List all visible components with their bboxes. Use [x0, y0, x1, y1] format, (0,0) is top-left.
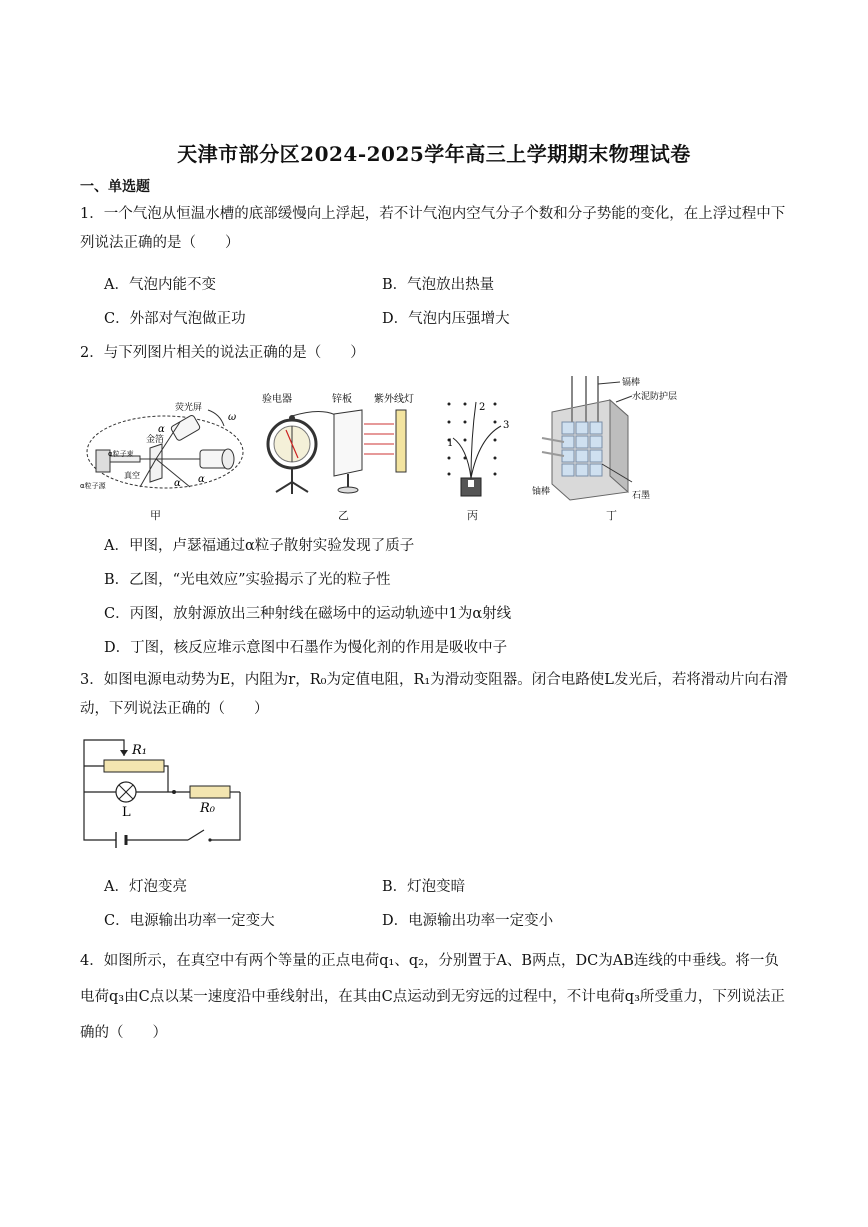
- label-cadmium-rod: 镉棒: [622, 378, 641, 388]
- label-alpha-1: α: [158, 424, 165, 435]
- q2-option-a: A．甲图，卢瑟福通过α粒子散射实验发现了质子: [104, 538, 415, 554]
- caption-bing: 丙: [467, 509, 478, 522]
- q2-option-d: D．丁图，核反应堆示意图中石墨作为慢化剂的作用是吸收中子: [104, 640, 508, 656]
- radiation-tracks-figure: [445, 398, 515, 500]
- page-title: 天津市部分区2024-2025学年高三上学期期末物理试卷: [177, 142, 691, 166]
- label-uranium-rod: 铀棒: [532, 487, 551, 497]
- q1-option-c: C．外部对气泡做正功: [104, 311, 246, 327]
- q3-option-a: A．灯泡变亮: [104, 879, 187, 895]
- question-2-stem: 2．与下列图片相关的说法正确的是（ ）: [80, 345, 365, 361]
- label-omega: ω: [228, 412, 237, 423]
- q2-option-c: C．丙图，放射源放出三种射线在磁场中的运动轨迹中1为α射线: [104, 606, 512, 622]
- photoelectric-figure: [262, 392, 432, 497]
- label-r0: R₀: [200, 801, 215, 816]
- label-screen: 荧光屏: [175, 403, 203, 413]
- label-uv-lamp: 紫外线灯: [374, 394, 414, 405]
- q1-option-a: A．气泡内能不变: [104, 277, 216, 293]
- label-alpha-2: α: [174, 478, 181, 489]
- q3-option-c: C．电源输出功率一定变大: [104, 913, 275, 929]
- label-r1: R₁: [132, 743, 147, 758]
- track-label-1: 1: [447, 438, 454, 449]
- section-heading: 一、单选题: [80, 179, 150, 195]
- question-1-stem: 1．一个气泡从恒温水槽的底部缓慢向上浮起，若不计气泡内空气分子个数和分子势能的变化，在上浮过程中下列说法正确的是（ ）: [80, 206, 786, 251]
- q1-option-b: B．气泡放出热量: [382, 277, 495, 293]
- label-gold-foil: 金箔: [146, 435, 165, 445]
- alpha-scattering-figure: [80, 392, 250, 500]
- caption-jia: 甲: [150, 509, 161, 522]
- nuclear-reactor-figure: [532, 372, 702, 502]
- q3-option-b: B．灯泡变暗: [382, 879, 466, 895]
- label-electroscope: 验电器: [262, 394, 292, 405]
- label-zinc-plate: 锌板: [332, 394, 352, 405]
- question-3-stem: 3．如图电源电动势为E，内阻为r，R₀为定值电阻，R₁为滑动变阻器。闭合电路使L发光后，若将滑动片向右滑动，下列说法正确的（ ）: [80, 672, 788, 717]
- q2-option-b: B．乙图，“光电效应”实验揭示了光的粒子性: [104, 572, 391, 588]
- q1-option-d: D．气泡内压强增大: [382, 311, 510, 327]
- question-4-stem: 4．如图所示，在真空中有两个等量的正点电荷q₁、q₂，分别置于A、B两点，DC为AB连线的中垂线。将一负电荷q₃由C点以某一速度沿中垂线射出，在其由C点运动到无穷远的过程中，不计电荷q₃所受重力，下列说法正确的（ ）: [80, 953, 785, 1041]
- track-label-3: 3: [503, 420, 510, 431]
- label-concrete-shield: 水泥防护层: [632, 392, 678, 402]
- q3-option-d: D．电源输出功率一定变小: [382, 913, 554, 929]
- label-alpha-beam: α粒子束: [108, 450, 134, 458]
- caption-yi: 乙: [338, 509, 349, 522]
- label-l: L: [122, 805, 131, 820]
- label-graphite: 石墨: [632, 491, 651, 501]
- caption-ding: 丁: [606, 509, 617, 522]
- label-alpha-source: α粒子源: [80, 482, 106, 490]
- label-vacuum: 真空: [124, 471, 140, 480]
- track-label-2: 2: [479, 402, 486, 413]
- circuit-diagram: [80, 736, 250, 856]
- label-alpha-3: α: [198, 474, 205, 485]
